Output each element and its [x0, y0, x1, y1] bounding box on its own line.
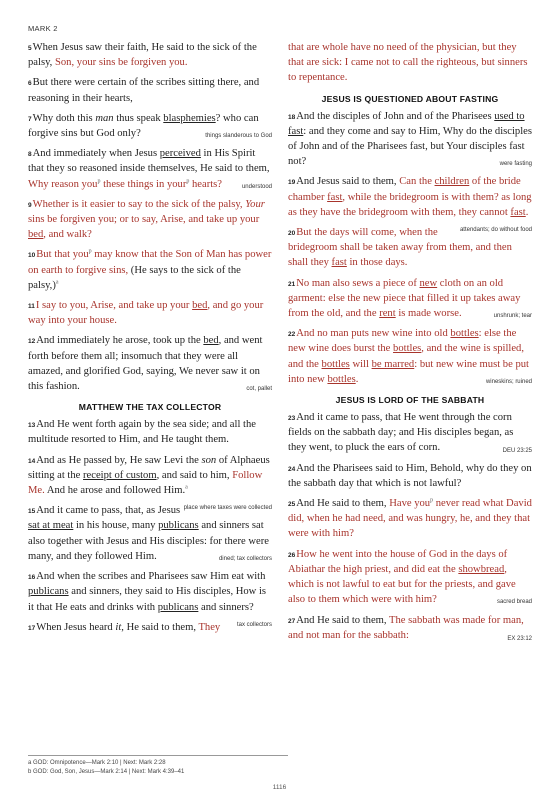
margin-note: wineskins; ruined [485, 378, 532, 385]
verse-16: $^{16}$And when the scribes and Pharisees saw Him eat with publicans and sinners, they said to His disciples, How is it that He eats and drinks with publicans and sinners? tax collectors [28, 569, 272, 615]
verse-9: $^9$Whether is it easier to say to the sick of the palsy, Your sins be forgiven you; or to say, Arise, and take up your bed, and walk? [28, 198, 265, 241]
verse-17-continued: that are whole have no need of the physician, but they that are sick: I came not to call the righteous, but sinners to repentance. [288, 42, 528, 84]
verse-22: $^{22}$And no man puts new wine into old bottles: else the new wine does burst the bottles, and the wine is spilled, and the bottles will be marred: but new wine must be put into new bottles. wineskins; ruined [288, 326, 532, 387]
verse-25: $^{25}$And He said to them, Have you$^p$ never read what David did, when he had need, and was hungry, he, and they that were with him? [288, 497, 532, 540]
verse-5: $^5$When Jesus saw their faith, He said to the sick of the palsy, Son, your sins be forgiven you. [28, 42, 257, 69]
margin-note: things slanderous to God [205, 133, 272, 140]
verse-7: $^7$Why doth this man thus speak blasphemies? who can forgive sins but God only? things slanderous to God [28, 111, 272, 141]
verse-26: $^{26}$How he went into the house of God in the days of Abiathar the high priest, and did eat the showbread, which is not lawful to eat but for the priests, and gave also to them which were with him? sacred bread [288, 547, 532, 608]
footnote: a GOD: Omnipotence—Mark 2:10 | Next: Mark 2:28 [28, 760, 166, 766]
section-heading: MATTHEW THE TAX COLLECTOR [78, 402, 222, 413]
verse-15: $^{15}$And it came to pass, that, as Jesus sat at meat in his house, many publicans and sinners sat also together with Jesus and His disciples: for there were many, and they followed Him. dined; tax collectors [28, 503, 272, 564]
verse-21: $^{21}$No man also sews a piece of new cloth on an old garment: else the new piece that filled it up takes away from the old, and the rent is made worse. unshrunk; tear [288, 276, 532, 322]
verse-23: $^{23}$And it came to pass, that He went through the corn fields on the sabbath day; and His disciples began, as they went, to pluck the ears of corn. DEU 23:25 [288, 410, 532, 456]
cross-reference: EX 23:12 [507, 635, 532, 642]
cross-reference: DEU 23:25 [502, 448, 532, 455]
verse-27: $^{27}$And He said to them, The sabbath was made for man, and not man for the sabbath: EX 23:12 [288, 613, 532, 643]
verse-8: $^8$And immediately when Jesus perceived in His Spirit that they so reasoned inside themselves, He said to them, Why reason you$^p$ these things in your$^p$ hearts? understood [28, 146, 272, 192]
footnotes [28, 755, 288, 777]
verse-11: $^{11}$I say to you, Arise, and take up your bed, and go your way into your house. [28, 300, 264, 327]
margin-note: place where taxes were collected [183, 505, 272, 512]
margin-note: sacred bread [496, 599, 532, 606]
verse-20: $^{20}$But the days will come, when the bridegroom shall be taken away from them, and then shall they fast in those days. [288, 227, 512, 269]
margin-note: dined; tax collectors [218, 555, 272, 562]
running-header: MARK 2 [28, 24, 58, 33]
verse-10: $^{10}$But that you$^p$ may know that the Son of Man has power on earth to forgive sins, (He says to the sick of the palsy,)$^a$ [28, 248, 272, 291]
margin-note: attendants; do without food [459, 227, 532, 234]
margin-note: cot, pallet [246, 386, 272, 393]
verse-18: $^{18}$And the disciples of John and of the Pharisees used to fast: and they come and say to Him, Why do the disciples of John and of the Pharisees fast, but Your disciples fast not? were fasting [288, 109, 532, 170]
margin-note: were fasting [499, 161, 532, 168]
verse-19: $^{19}$And Jesus said to them, Can the children of the bride chamber fast, while the bridegroom is with them? as long as they have the bridegroom with them, they cannot fast. attendants; do without food [288, 174, 532, 220]
margin-note: tax collectors [236, 621, 272, 628]
verse-12: $^{12}$And immediately he arose, took up the bed, and went forth before them all; insomuch that they were all amazed, and glorified God, saying, We never saw it on this fashion. cot, pallet [28, 333, 272, 394]
section-heading: JESUS IS LORD OF THE SABBATH [335, 395, 485, 406]
footnote: b GOD: God, Son, Jesus—Mark 2:14 | Next: Mark 4:39–41 [28, 769, 185, 775]
verse-14: $^{14}$And as He passed by, He saw Levi the son of Alphaeus sitting at the receipt of custom, and said to him, Follow Me. And he arose and followed Him.$^a$ place where taxes were collected [28, 453, 272, 499]
verse-13: $^{13}$And He went forth again by the sea side; and all the multitude resorted to Him, and He taught them. [28, 419, 256, 446]
page-number: 1116 [272, 784, 287, 791]
margin-note: unshrunk; tear [493, 313, 532, 320]
verse-17: $^{17}$When Jesus heard it, He said to them, They [28, 621, 221, 633]
verse-24: $^{24}$And the Pharisees said to Him, Behold, why do they on the sabbath day that which is not lawful? [288, 462, 532, 489]
right-column [288, 40, 532, 648]
margin-note: understood [241, 183, 272, 190]
section-heading: JESUS IS QUESTIONED ABOUT FASTING [321, 93, 499, 104]
left-column [28, 40, 272, 640]
verse-6: $^6$But there were certain of the scribes sitting there, and reasoning in their hearts, [28, 77, 260, 104]
